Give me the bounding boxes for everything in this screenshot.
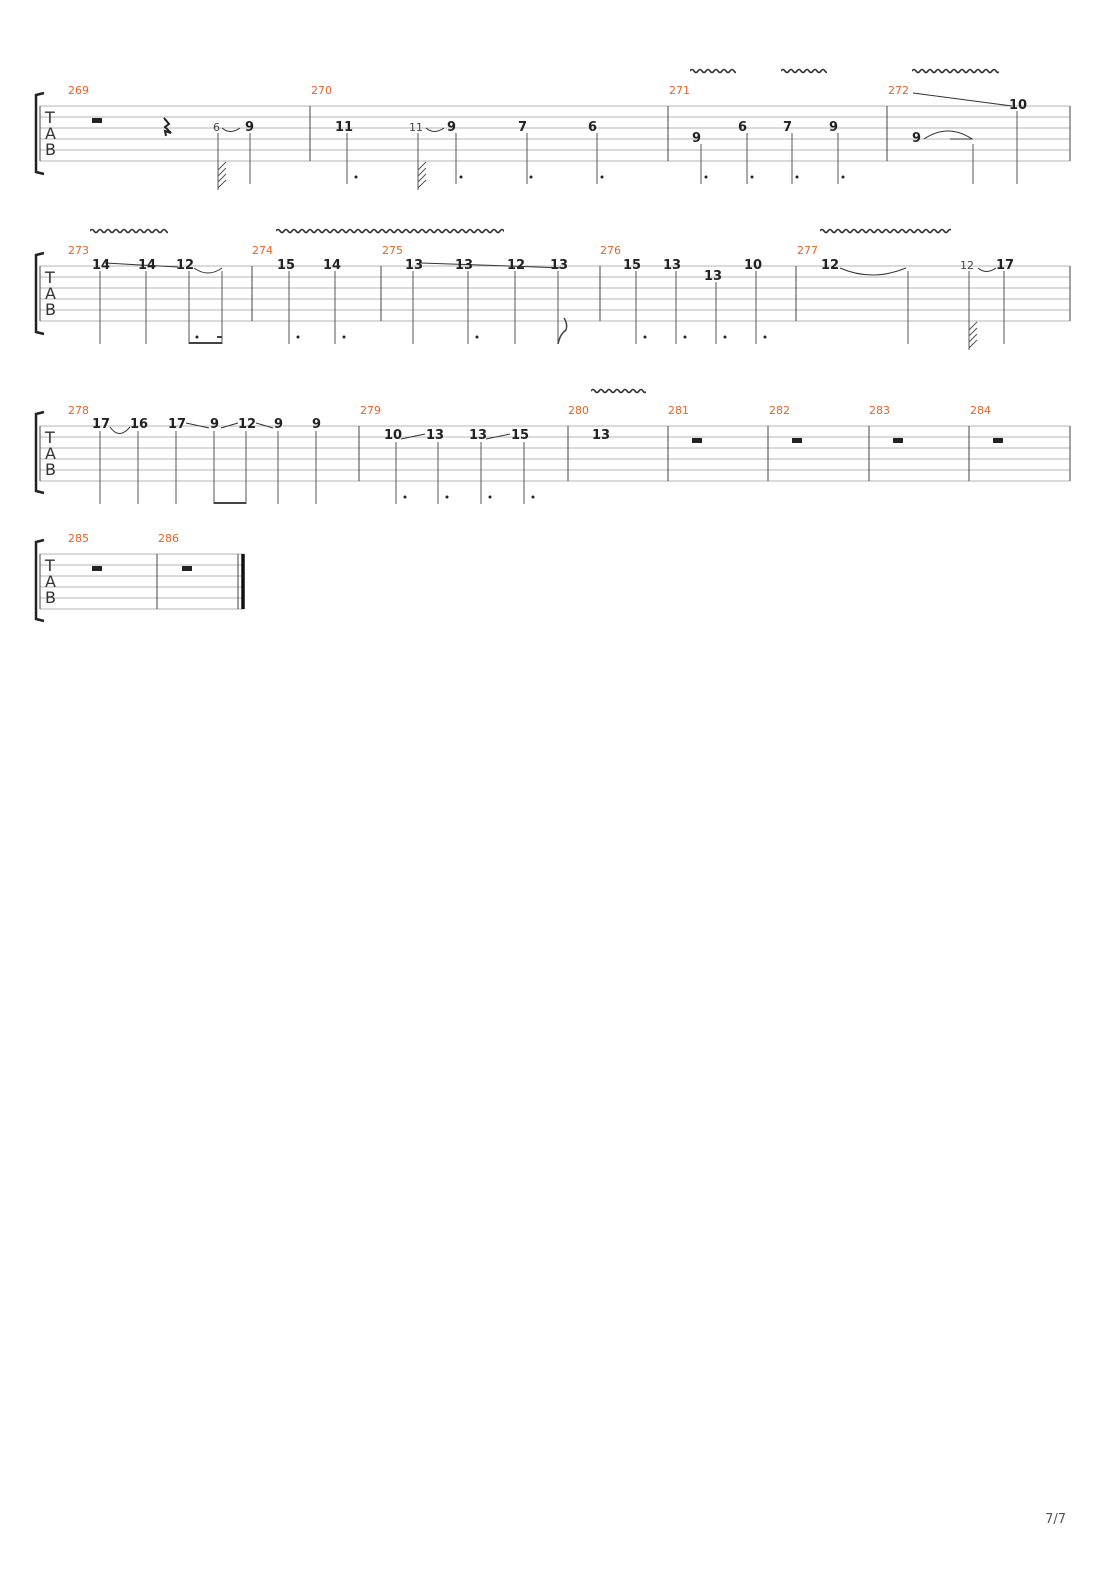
staff-lines (40, 426, 1070, 481)
fret-number: 6 (588, 120, 598, 135)
measure-number: 279 (360, 404, 381, 417)
staff-lines (40, 266, 1070, 321)
measure-number: 278 (68, 404, 89, 417)
measure-number: 280 (568, 404, 589, 417)
fret-number: 12 (960, 259, 974, 272)
fret-number: 9 (912, 131, 922, 146)
measure-number: 282 (769, 404, 790, 417)
fret-number: 6 (738, 120, 748, 135)
fret-number: 9 (210, 417, 220, 432)
measure-number: 275 (382, 244, 403, 257)
clef-b: B (45, 460, 56, 479)
fret-number: 13 (455, 258, 474, 273)
fret-number: 14 (92, 258, 111, 273)
fret-number: 13 (592, 428, 611, 443)
fret-number: 13 (426, 428, 445, 443)
rest (792, 438, 802, 443)
rest (893, 438, 903, 443)
measure-number: 285 (68, 532, 89, 545)
rest (92, 566, 102, 571)
clef-b: B (45, 300, 56, 319)
fret-number: 13 (405, 258, 424, 273)
clef-a: A (45, 124, 56, 143)
clef-b: B (45, 140, 56, 159)
fret-number: 13 (704, 269, 723, 284)
fret-number: 12 (238, 417, 257, 432)
measure-number: 283 (869, 404, 890, 417)
rest (92, 118, 102, 123)
page-number: 7/7 (1045, 1512, 1066, 1527)
fret-number: 9 (274, 417, 284, 432)
system-1 (36, 84, 1070, 190)
fret-number: 11 (335, 120, 354, 135)
clef-t: T (45, 108, 55, 127)
system-4 (36, 532, 244, 621)
fret-number: 14 (138, 258, 157, 273)
measure-number: 281 (668, 404, 689, 417)
fret-number: 14 (323, 258, 342, 273)
fret-number: 13 (663, 258, 682, 273)
fret-number: 13 (469, 428, 488, 443)
system-2 (36, 244, 1070, 350)
clef-t: T (45, 268, 55, 287)
clef-b: B (45, 588, 56, 607)
quarter-rest (164, 118, 171, 136)
fret-number: 16 (130, 417, 149, 432)
fret-number: 12 (821, 258, 840, 273)
fret-number: 9 (829, 120, 839, 135)
measure-number: 277 (797, 244, 818, 257)
system-3 (36, 404, 1070, 504)
fret-number: 7 (518, 120, 528, 135)
fret-number: 12 (507, 258, 526, 273)
rest (692, 438, 702, 443)
measure-number: 272 (888, 84, 909, 97)
fret-number: 12 (176, 258, 195, 273)
clef-t: T (45, 556, 55, 575)
measure-number: 271 (669, 84, 690, 97)
fret-number: 15 (623, 258, 642, 273)
fret-number: 10 (744, 258, 763, 273)
fret-number: 17 (168, 417, 187, 432)
measure-number: 274 (252, 244, 273, 257)
vibrato-marks (90, 70, 1110, 393)
fret-number: 10 (1009, 98, 1028, 113)
measure-number: 269 (68, 84, 89, 97)
fret-number: 17 (92, 417, 111, 432)
rest (182, 566, 192, 571)
fret-number: 13 (550, 258, 569, 273)
fret-number: 11 (409, 121, 423, 134)
measure-number: 276 (600, 244, 621, 257)
clef-a: A (45, 572, 56, 591)
fret-number: 9 (312, 417, 322, 432)
fret-number: 10 (384, 428, 403, 443)
rest (993, 438, 1003, 443)
clef-a: A (45, 444, 56, 463)
fret-number: 15 (277, 258, 296, 273)
measure-number: 270 (311, 84, 332, 97)
measure-number: 284 (970, 404, 991, 417)
fret-number: 9 (447, 120, 457, 135)
fret-number: 7 (783, 120, 793, 135)
clef-a: A (45, 284, 56, 303)
staff-lines (40, 554, 244, 609)
fret-number: 9 (245, 120, 255, 135)
fret-number: 17 (996, 258, 1015, 273)
fret-number: 9 (692, 131, 702, 146)
measure-number: 286 (158, 532, 179, 545)
measure-number: 273 (68, 244, 89, 257)
clef-t: T (45, 428, 55, 447)
fret-number: 6 (213, 121, 220, 134)
fret-number: 15 (511, 428, 530, 443)
